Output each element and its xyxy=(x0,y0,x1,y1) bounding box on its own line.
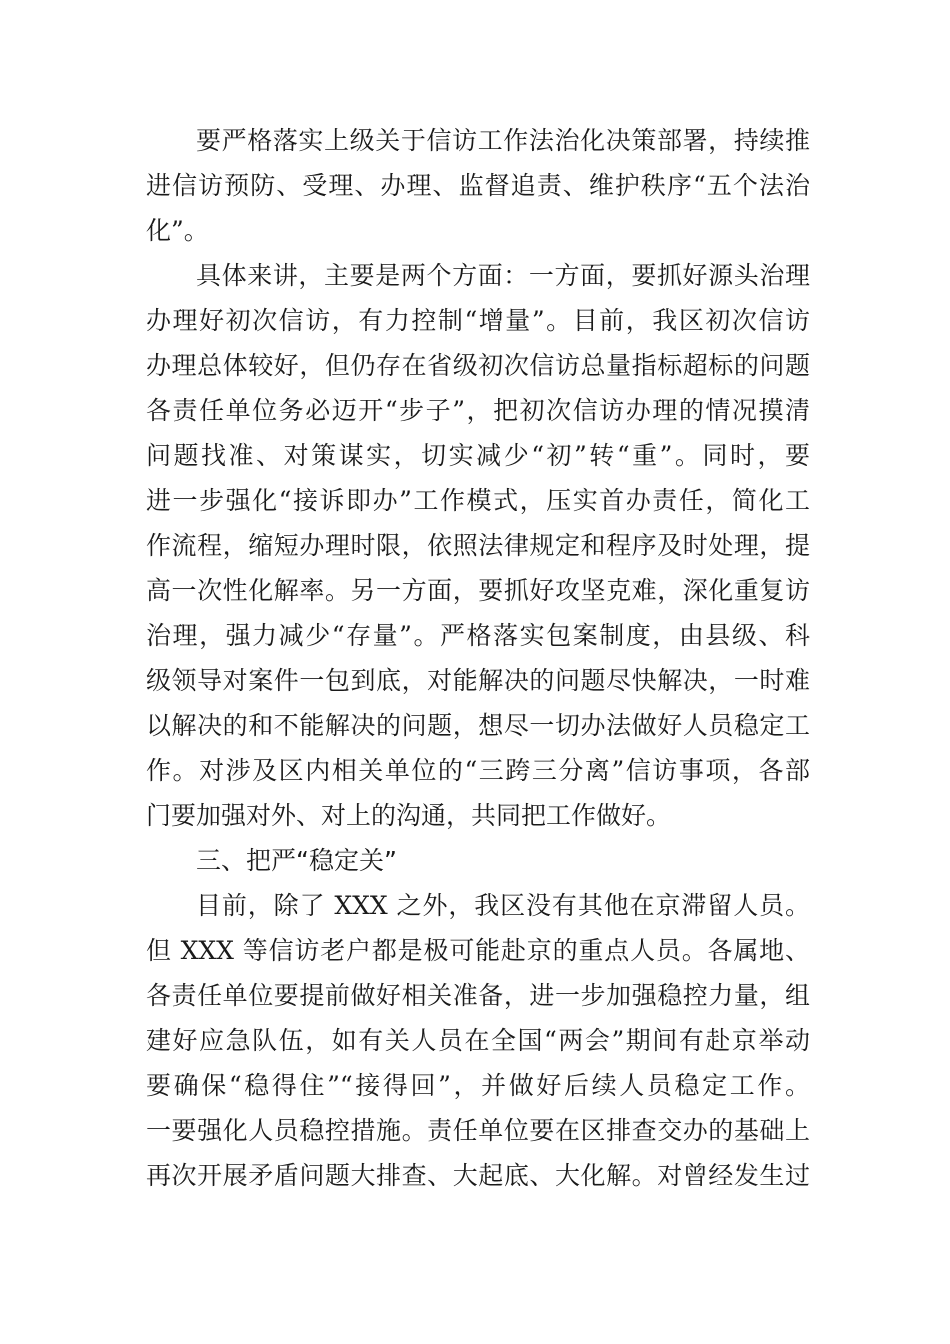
paragraph-line: 办理好初次信访，有力控制“增量”。目前，我区初次信访 xyxy=(146,306,810,335)
paragraph-line: 各责任单位务必迈开“步子”，把初次信访办理的情况摸清 xyxy=(146,396,810,425)
paragraph-line: 要严格落实上级关于信访工作法治化决策部署，持续推 xyxy=(196,126,810,155)
paragraph-line: 高一次性化解率。另一方面，要抓好攻坚克难，深化重复访 xyxy=(146,576,810,605)
paragraph-line: 治理，强力减少“存量”。严格落实包案制度，由县级、科 xyxy=(146,621,810,650)
paragraph-line: 目前，除了 XXX 之外，我区没有其他在京滞留人员。 xyxy=(196,891,810,920)
paragraph-line: 具体来讲，主要是两个方面：一方面，要抓好源头治理 xyxy=(196,261,810,290)
paragraph-line: 作。对涉及区内相关单位的“三跨三分离”信访事项，各部 xyxy=(146,756,810,785)
paragraph-line: 门要加强对外、对上的沟通，共同把工作做好。 xyxy=(146,801,672,830)
paragraph-line: 要确保“稳得住”“接得回”，并做好后续人员稳定工作。 xyxy=(146,1071,810,1100)
paragraph-line: 一要强化人员稳控措施。责任单位要在区排查交办的基础上 xyxy=(146,1116,810,1145)
section-heading: 三、把严“稳定关” xyxy=(196,846,397,875)
paragraph-line: 化”。 xyxy=(146,216,209,245)
paragraph-line: 以解决的和不能解决的问题，想尽一切办法做好人员稳定工 xyxy=(146,711,810,740)
paragraph-line: 进信访预防、受理、办理、监督追责、维护秩序“五个法治 xyxy=(146,171,810,200)
paragraph-line: 各责任单位要提前做好相关准备，进一步加强稳控力量，组 xyxy=(146,981,810,1010)
paragraph-line: 作流程，缩短办理时限，依照法律规定和程序及时处理，提 xyxy=(146,531,810,560)
paragraph-line: 进一步强化“接诉即办”工作模式，压实首办责任，简化工 xyxy=(146,486,810,515)
paragraph-line: 再次开展矛盾问题大排查、大起底、大化解。对曾经发生过 xyxy=(146,1161,810,1190)
paragraph-line: 问题找准、对策谋实，切实减少“初”转“重”。同时，要 xyxy=(146,441,810,470)
paragraph-line: 级领导对案件一包到底，对能解决的问题尽快解决，一时难 xyxy=(146,666,810,695)
paragraph-line: 但 XXX 等信访老户都是极可能赴京的重点人员。各属地、 xyxy=(146,936,810,965)
paragraph-line: 办理总体较好，但仍存在省级初次信访总量指标超标的问题 xyxy=(146,351,810,380)
paragraph-line: 建好应急队伍，如有关人员在全国“两会”期间有赴京举动 xyxy=(146,1026,810,1055)
